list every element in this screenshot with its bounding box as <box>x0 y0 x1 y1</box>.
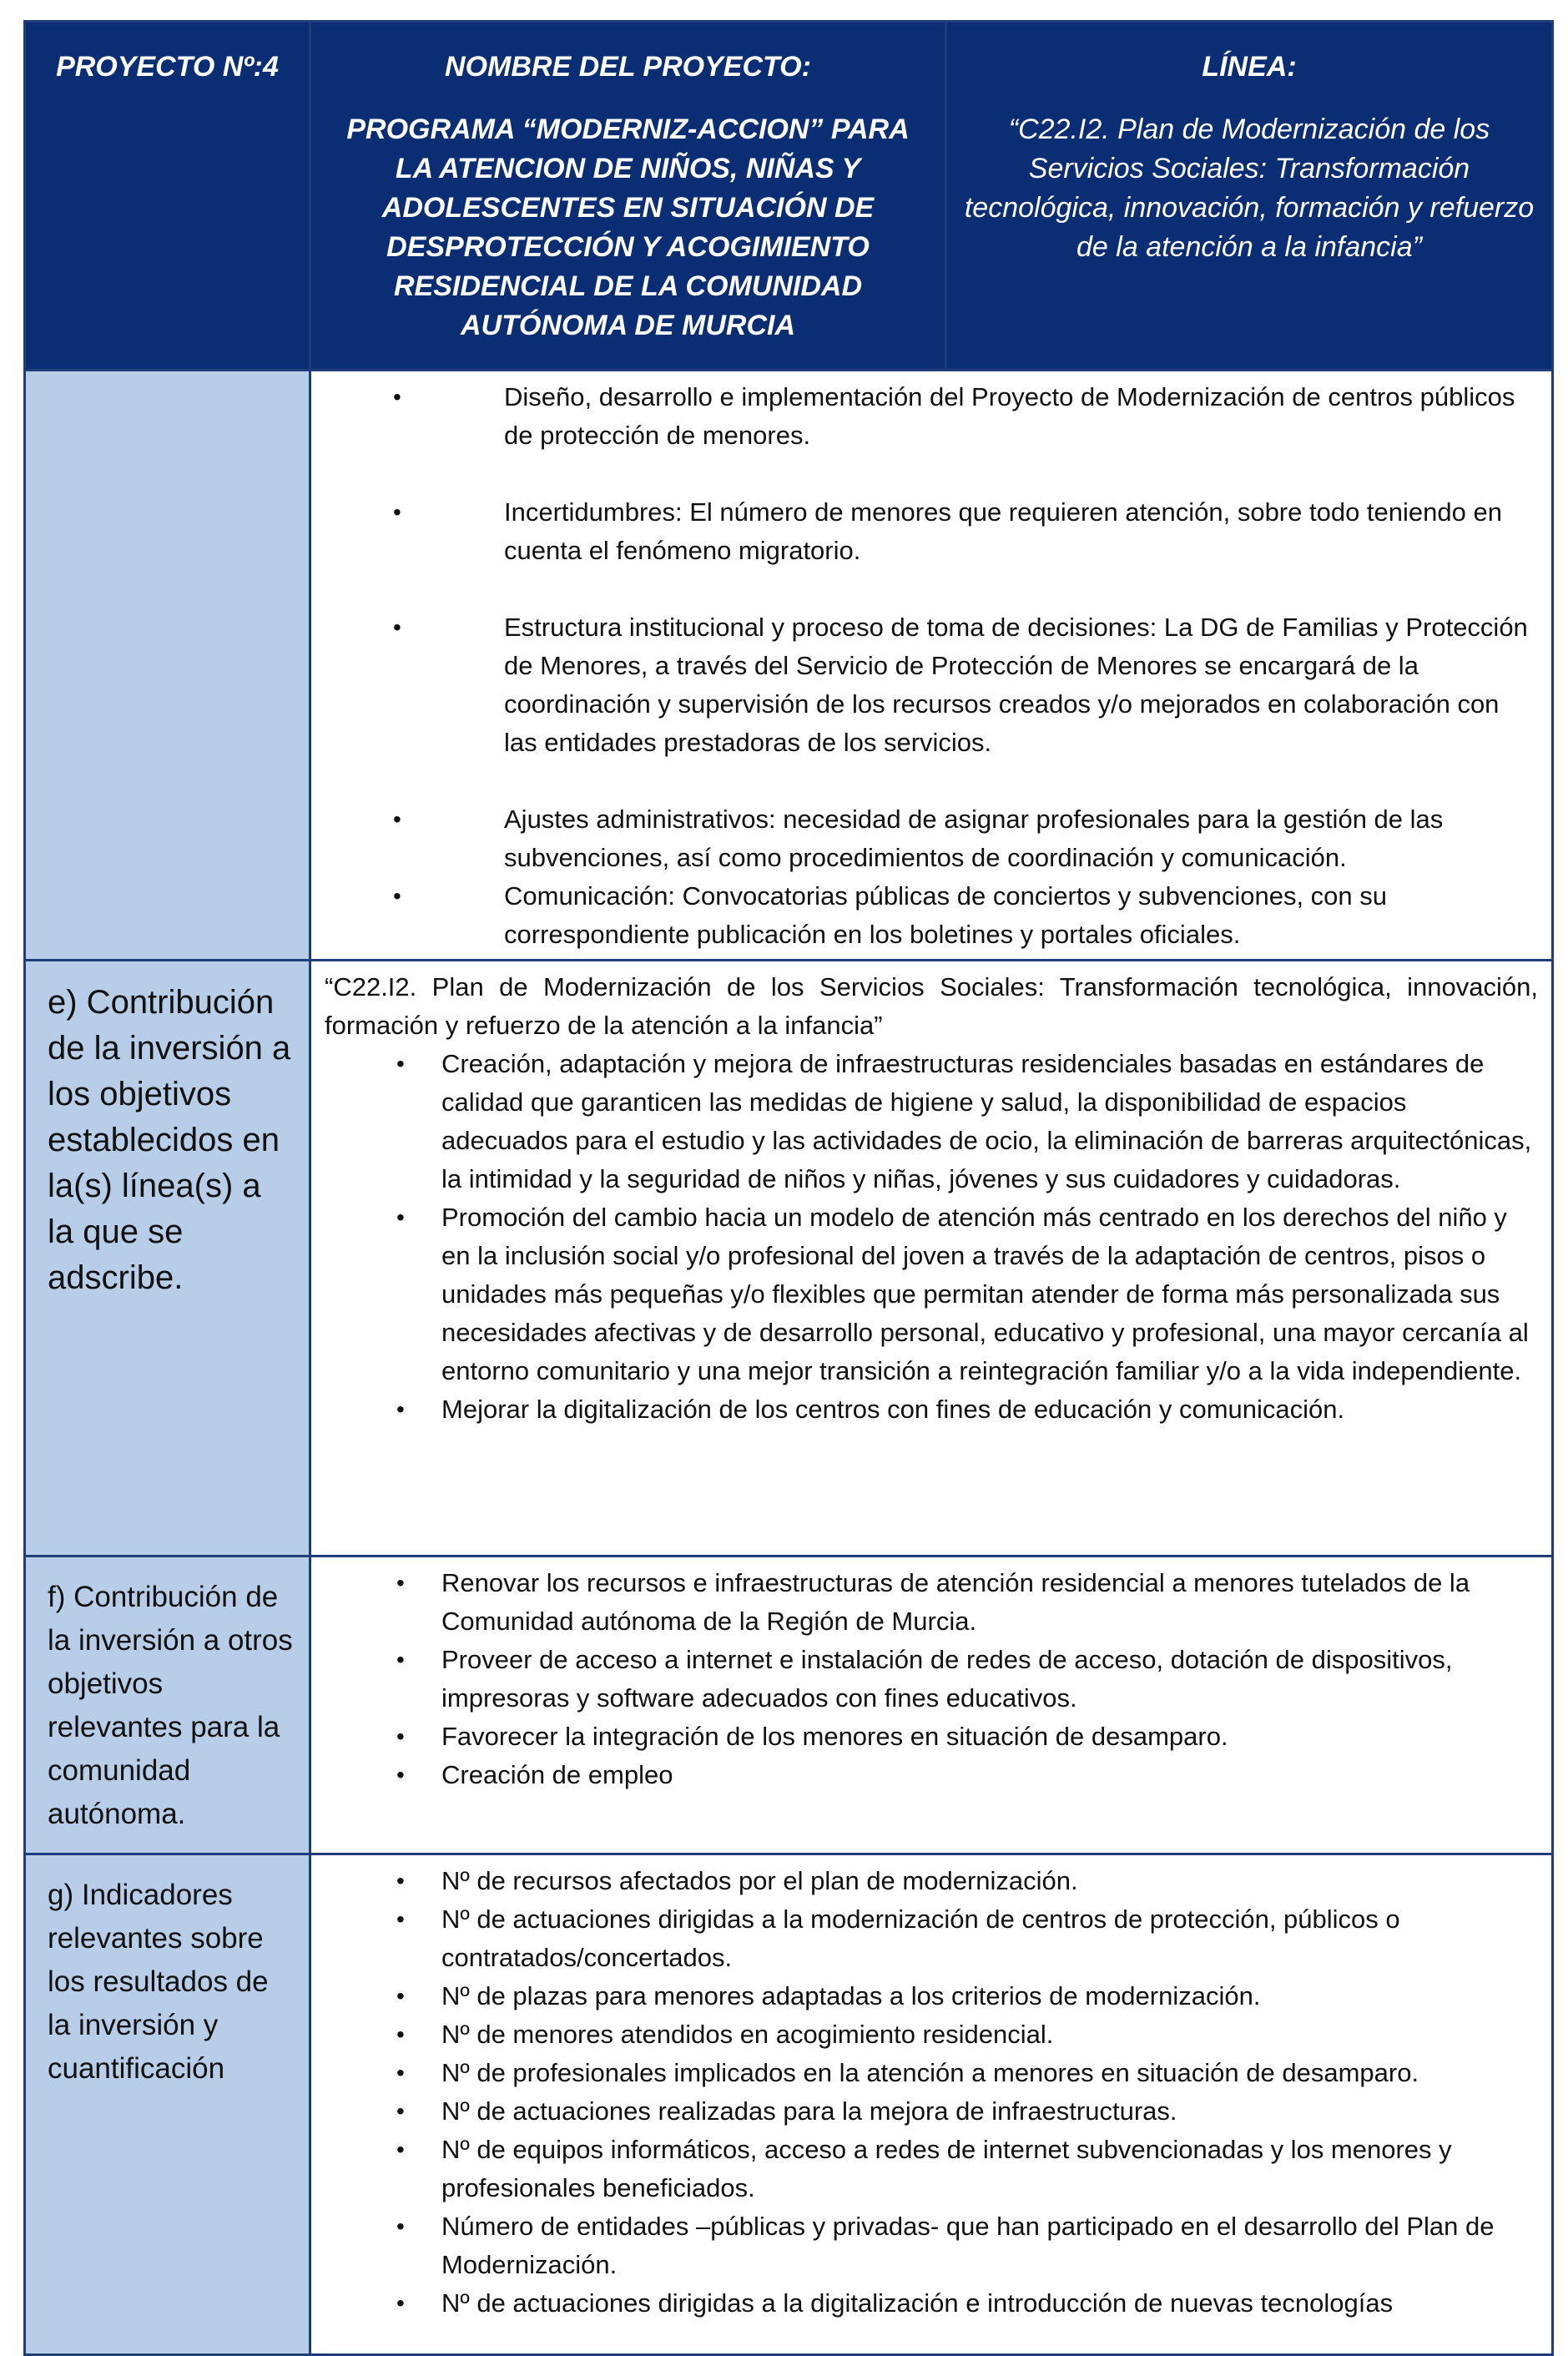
project-table <box>23 20 1554 2356</box>
bullet-icon: • <box>396 1906 405 1932</box>
row-label-cell <box>25 961 310 1556</box>
row-content-cell <box>310 371 1553 961</box>
project-line-cell <box>946 22 1553 371</box>
list-item: • Nº de profesionales implicados en la atención a menores en situación de desamparo. <box>325 2054 1538 2092</box>
list-item: • Creación de empleo <box>325 1756 1538 1794</box>
bullet-icon: • <box>396 2060 405 2086</box>
table-row <box>25 1556 1553 1854</box>
project-name-value: PROGRAMA “MODERNIZ-ACCION” PARA LA ATENCION DE NIÑOS, NIÑAS Y ADOLESCENTES EN SITUACIÓN DE DESPROTECCIÓN Y ACOGIMIENTO RESIDENCIAL DE LA COMUNIDAD AUTÓNOMA DE MURCIA <box>346 114 910 341</box>
row-label: e) Contribución de la inversión a los objetivos establecidos en la(s) línea(s) a la que se adscribe. <box>48 984 291 1296</box>
row-label-cell <box>25 1556 310 1854</box>
list-item: • Número de entidades –públicas y privadas- que han participado en el desarrollo del Plan de Modernización. <box>325 2207 1538 2284</box>
bullet-icon: • <box>396 1723 405 1749</box>
row-label-cell <box>25 1854 310 2355</box>
list-item: • Nº de actuaciones realizadas para la mejora de infraestructuras. <box>325 2092 1538 2131</box>
list-item: • Ajustes administrativos: necesidad de asignar profesionales para la gestión de las subvenciones, así como procedimientos de coordinación y comunicación. <box>325 800 1538 877</box>
list-item: • Mejorar la digitalización de los centros con fines de educación y comunicación. <box>325 1390 1538 1429</box>
bullet-list <box>325 1045 1538 1429</box>
bullet-icon: • <box>393 614 401 640</box>
row-label: f) Contribución de la inversión a otros objetivos relevantes para la comunidad autónoma. <box>48 1581 293 1830</box>
project-name-label: NOMBRE DEL PROYECTO: <box>445 51 811 83</box>
list-item: • Creación, adaptación y mejora de infraestructuras residenciales basadas en estándares de calidad que garanticen las medidas de higiene y salud, la disponibilidad de espacios adecuados para el estudio y las actividades de ocio, la eliminación de barreras arquitectónicas, la intimidad y la seguridad de niños y niñas, jóvenes y sus cuidadores y cuidadoras. <box>325 1045 1538 1198</box>
bullet-icon: • <box>396 2213 405 2239</box>
project-number-cell <box>25 22 310 371</box>
list-item: • Nº de actuaciones dirigidas a la digitalización e introducción de nuevas tecnologías <box>325 2284 1538 2323</box>
bullet-icon: • <box>396 2137 405 2162</box>
table-row <box>25 371 1553 961</box>
list-item: • Nº de equipos informáticos, acceso a redes de internet subvencionadas y los menores y profesionales beneficiados. <box>325 2131 1538 2207</box>
table-row <box>25 1854 1553 2355</box>
list-item: • Nº de menores atendidos en acogimiento residencial. <box>325 2015 1538 2054</box>
list-item: • Renovar los recursos e infraestructuras de atención residencial a menores tutelados de la Comunidad autónoma de la Región de Murcia. <box>325 1564 1538 1641</box>
bullet-list <box>325 1862 1538 2323</box>
table-row <box>25 961 1553 1556</box>
bullet-icon: • <box>393 806 401 832</box>
list-item: • Estructura institucional y proceso de toma de decisiones: La DG de Familias y Protección de Menores, a través del Servicio de Protección de Menores se encargará de la coordinación y supervisión de los recursos creados y/o mejorados en colaboración con las entidades prestadoras de los servicios. <box>325 608 1538 762</box>
bullet-icon: • <box>396 2290 405 2316</box>
list-item: • Comunicación: Convocatorias públicas de conciertos y subvenciones, con su correspondiente publicación en los boletines y portales oficiales. <box>325 877 1538 954</box>
bullet-icon: • <box>393 883 401 909</box>
list-item: • Proveer de acceso a internet e instalación de redes de acceso, dotación de dispositivos, impresoras y software adecuados con fines educativos. <box>325 1641 1538 1718</box>
bullet-icon: • <box>393 499 401 525</box>
bullet-icon: • <box>396 1762 405 1788</box>
row-content-cell <box>310 1854 1553 2355</box>
bullet-icon: • <box>393 384 401 410</box>
list-item: • Nº de actuaciones dirigidas a la modernización de centros de protección, públicos o contratados/concertados. <box>325 1900 1538 1977</box>
list-item: • Nº de plazas para menores adaptadas a los criterios de modernización. <box>325 1977 1538 2015</box>
header-row <box>25 22 1553 371</box>
list-item: • Incertidumbres: El número de menores que requieren atención, sobre todo teniendo en cuenta el fenómeno migratorio. <box>325 493 1538 570</box>
list-item: • Favorecer la integración de los menores en situación de desamparo. <box>325 1718 1538 1756</box>
bullet-icon: • <box>396 1868 405 1894</box>
bullet-icon: • <box>396 1647 405 1672</box>
row-label <box>26 371 309 398</box>
project-line-label: LÍNEA: <box>1202 51 1297 83</box>
list-item: • Promoción del cambio hacia un modelo de atención más centrado en los derechos del niño y en la inclusión social y/o profesional del joven a través de la adaptación de centros, pisos o unidades más pequeñas y/o flexibles que permitan atender de forma más personalizada sus necesidades afectivas y de desarrollo personal, educativo y profesional, una mayor cercanía al entorno comunitario y una mejor transición a reintegración familiar y/o a la vida independiente. <box>325 1198 1538 1390</box>
bullet-icon: • <box>396 1983 405 2009</box>
project-line-value: “C22.I2. Plan de Modernización de los Servicios Sociales: Transformación tecnológica, innovación, formación y refuerzo de la atención a la infancia” <box>964 114 1535 263</box>
bullet-icon: • <box>396 1051 405 1077</box>
bullet-icon: • <box>396 1204 405 1230</box>
list-item: • Diseño, desarrollo e implementación del Proyecto de Modernización de centros públicos de protección de menores. <box>325 378 1538 455</box>
row-content-cell <box>310 961 1553 1556</box>
bullet-icon: • <box>396 1570 405 1596</box>
list-item: • Nº de recursos afectados por el plan de modernización. <box>325 1862 1538 1900</box>
bullet-icon: • <box>396 1396 405 1422</box>
bullet-icon: • <box>396 2098 405 2124</box>
bullet-list <box>325 1564 1538 1794</box>
bullet-list <box>325 378 1538 954</box>
row-label: g) Indicadores relevantes sobre los resultados de la inversión y cuantificación <box>48 1879 269 2085</box>
row-intro: “C22.I2. Plan de Modernización de los Servicios Sociales: Transformación tecnológica, innovación, formación y refuerzo de la atención a la infancia” <box>325 972 1538 1040</box>
project-name-cell <box>310 22 946 371</box>
project-number-label: PROYECTO Nº:4 <box>56 51 279 83</box>
row-label-cell <box>25 371 310 961</box>
bullet-icon: • <box>396 2021 405 2047</box>
row-content-cell <box>310 1556 1553 1854</box>
